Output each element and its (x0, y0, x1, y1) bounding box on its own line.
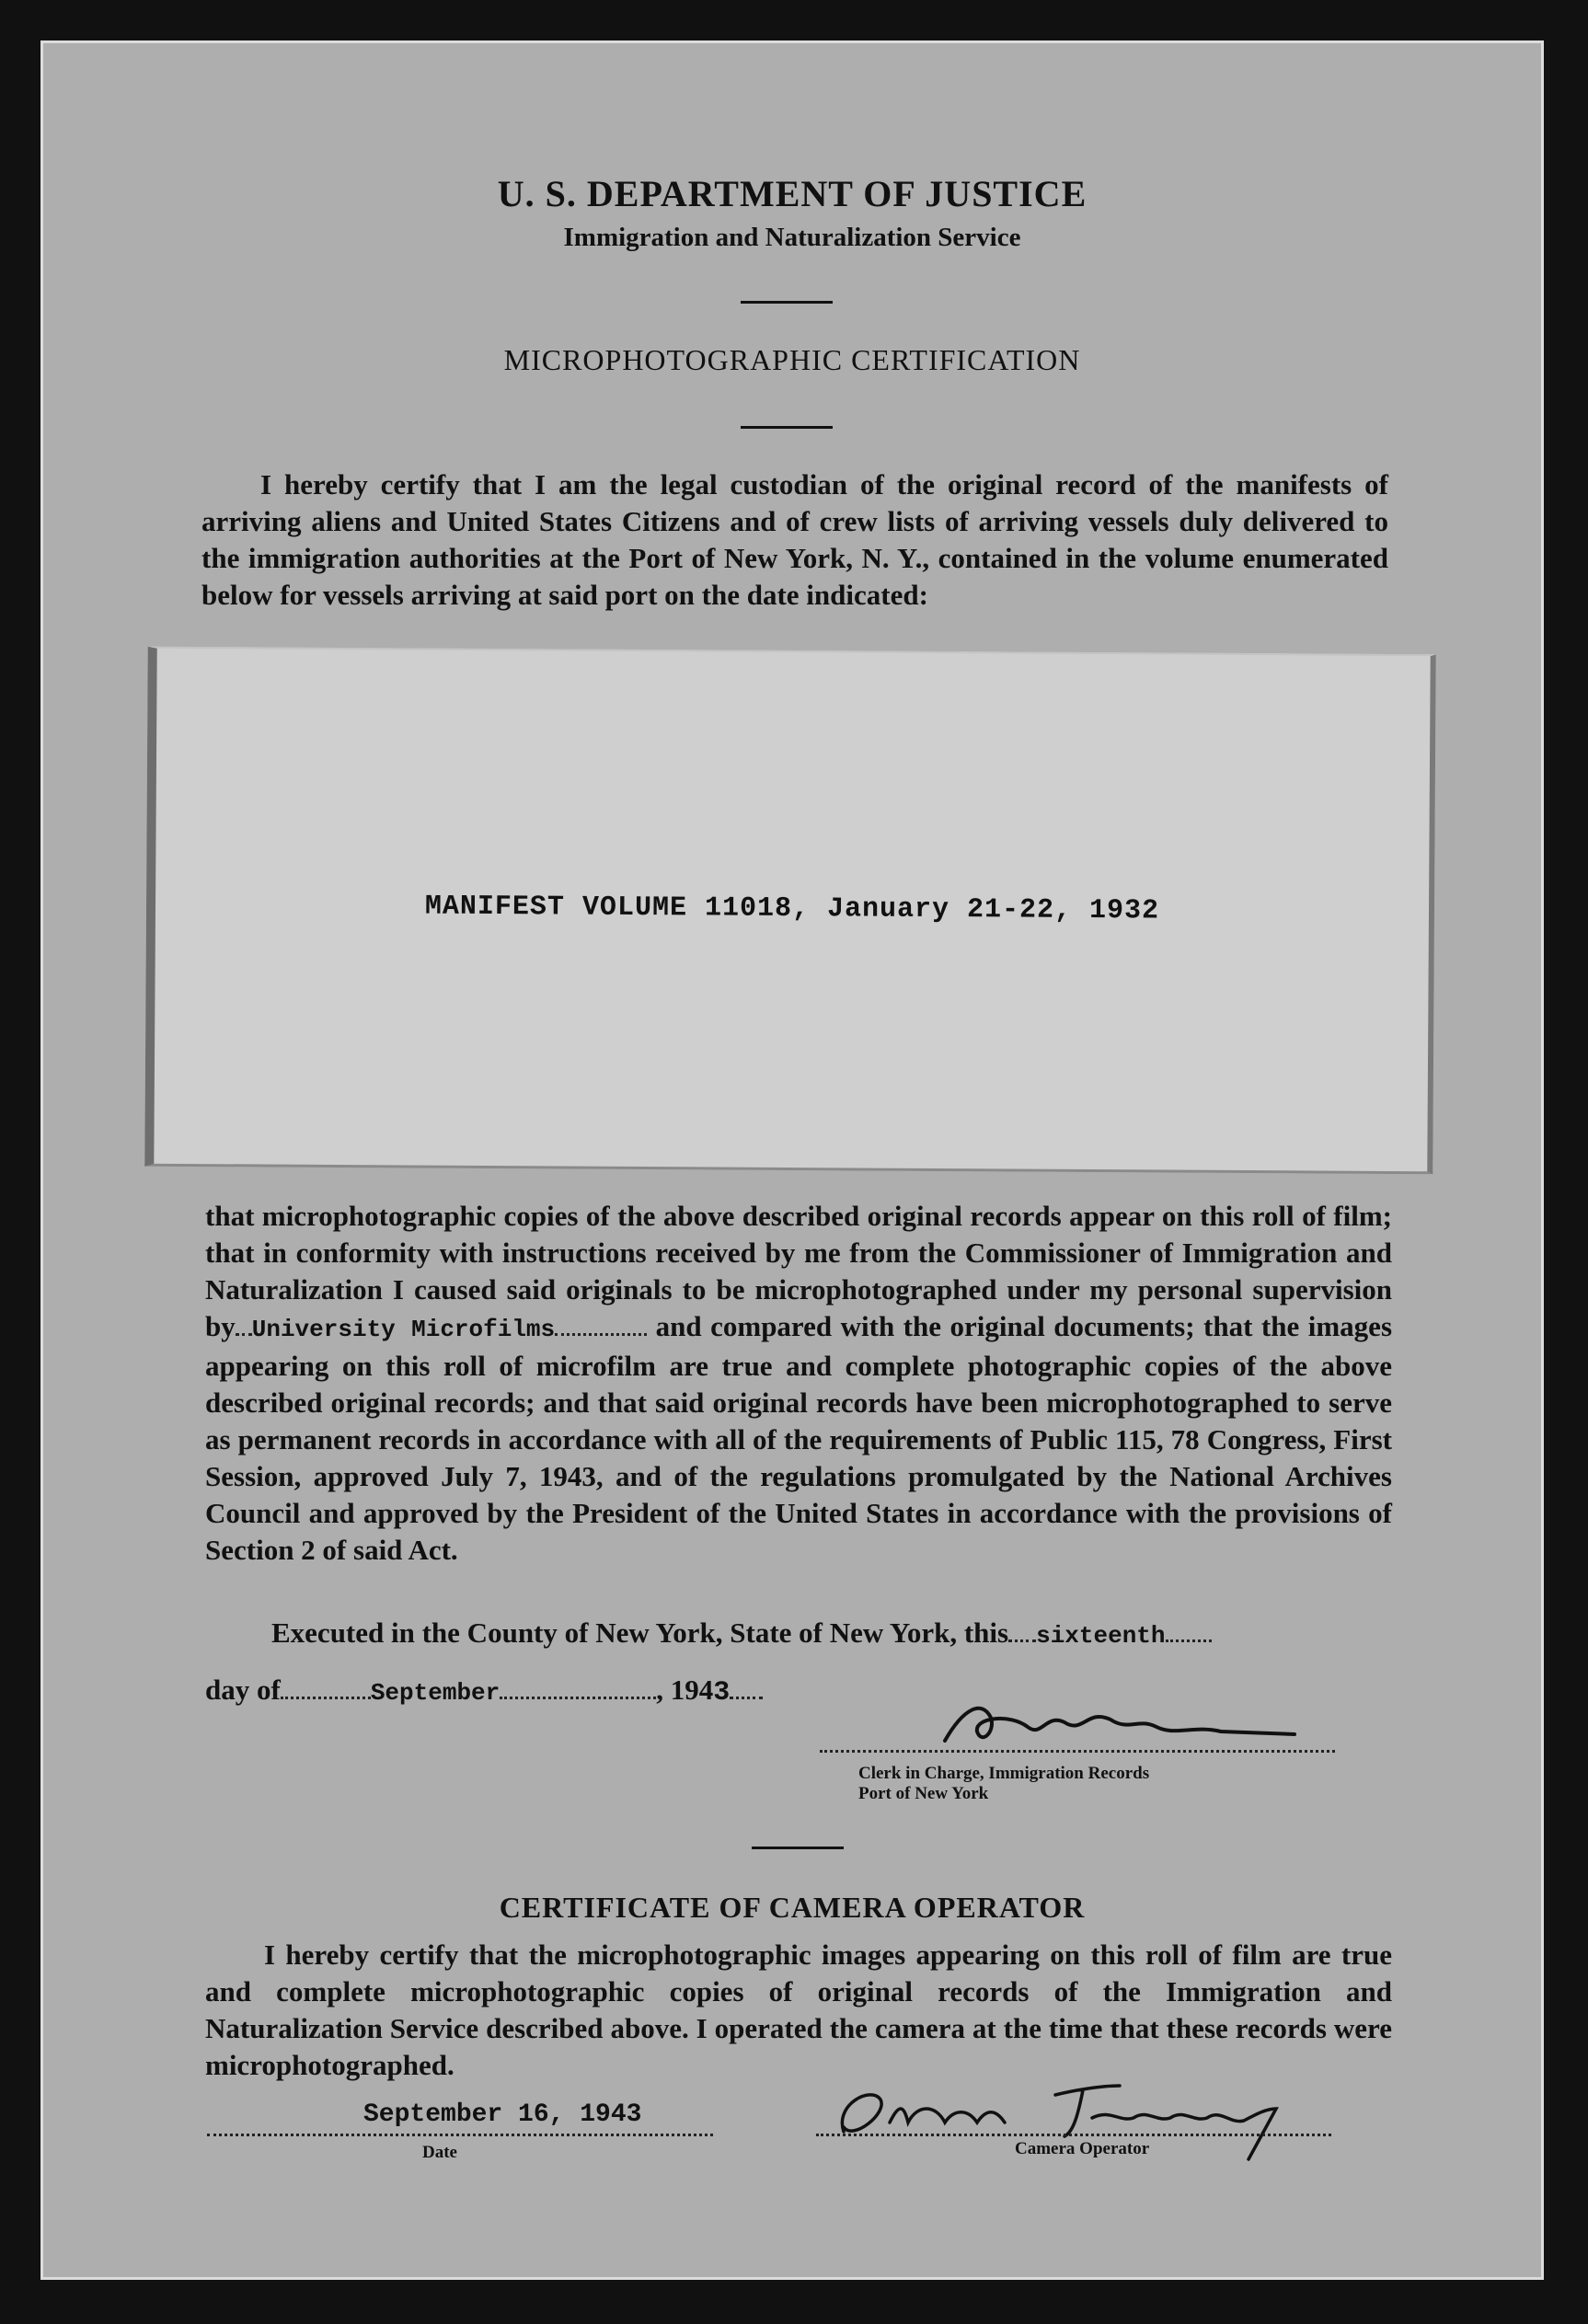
camera-date-value: September 16, 1943 (363, 2100, 642, 2129)
month-value: September (370, 1679, 501, 1707)
camera-certificate-title: CERTIFICATE OF CAMERA OPERATOR (499, 1891, 1086, 1924)
day-value: sixteenth (1036, 1622, 1166, 1650)
service-subheading: Immigration and Naturalization Service (563, 223, 1021, 252)
body-text-part2: and compared with the original documents; that the images appearing on this roll of microfilm are true and complete photographic copies of the above described original records; and that said original records have been microphotographed to serve as permanent records in accordance with all of the requirements of Public 115, 78 Congress, First Session, approved July 7, 1943, and of the regulations promulgated by the National Archives Council and approved by the President of the United States in accordance with the provisions of Section 2 of said Act. (205, 1310, 1393, 1566)
manifest-slip (144, 647, 1435, 1175)
department-heading: U. S. DEPARTMENT OF JUSTICE (497, 173, 1087, 214)
executed-line (271, 1615, 1394, 1654)
clerk-signature (926, 1690, 1313, 1755)
camera-date-label: Date (422, 2143, 457, 2162)
date-line: day of September , 1943 (205, 1672, 904, 1711)
camera-operator-label: Camera Operator (1015, 2139, 1150, 2158)
year-prefix: 194 (670, 1674, 714, 1706)
divider (741, 301, 833, 304)
certificate-sheet (40, 40, 1544, 2280)
year-digit: 3 (713, 1677, 731, 1708)
camera-certificate-text: I hereby certify that the microphotographic images appearing on this roll of film are true and complete microphotographic copies of original records of the Immigration and Naturalization Service described above. I operated the camera at the time that these records were microphotographed. (205, 1939, 1392, 2081)
divider (741, 426, 833, 429)
photographer-value: University Microfilms (251, 1316, 556, 1343)
operator-signature-line (816, 2134, 1331, 2136)
day-of-label: day of (205, 1674, 281, 1706)
clerk-title-line2: Port of New York (858, 1784, 989, 1803)
executed-text: Executed in the County of New York, State of New York, this (271, 1616, 1009, 1649)
clerk-title-line1: Clerk in Charge, Immigration Records (858, 1764, 1150, 1783)
body-text-part1: that microphotographic copies of the above described original records appear on this roll of film; that in conformity with instructions received by me from the Commissioner of Immigration and Naturalization I caused said originals to be microphotographed under my personal supervision by (205, 1200, 1392, 1342)
divider (752, 1847, 844, 1849)
intro-paragraph: I hereby certify that I am the legal custodian of the original record of the manifests of arriving aliens and United States Citizens and of crew lists of arriving vessels duly delivered to the immigration authorities at the Port of New York, N. Y., contained in the volume enumerated below for vessels arriving at said port on the date indicated: (201, 468, 1388, 611)
body-paragraph (205, 1198, 1392, 1569)
date-line-rule (207, 2134, 713, 2136)
certification-title: MICROPHOTOGRAPHIC CERTIFICATION (503, 343, 1081, 376)
manifest-label: MANIFEST VOLUME 11018, January 21-22, 1932 (424, 891, 1160, 927)
clerk-signature-line (820, 1750, 1335, 1753)
